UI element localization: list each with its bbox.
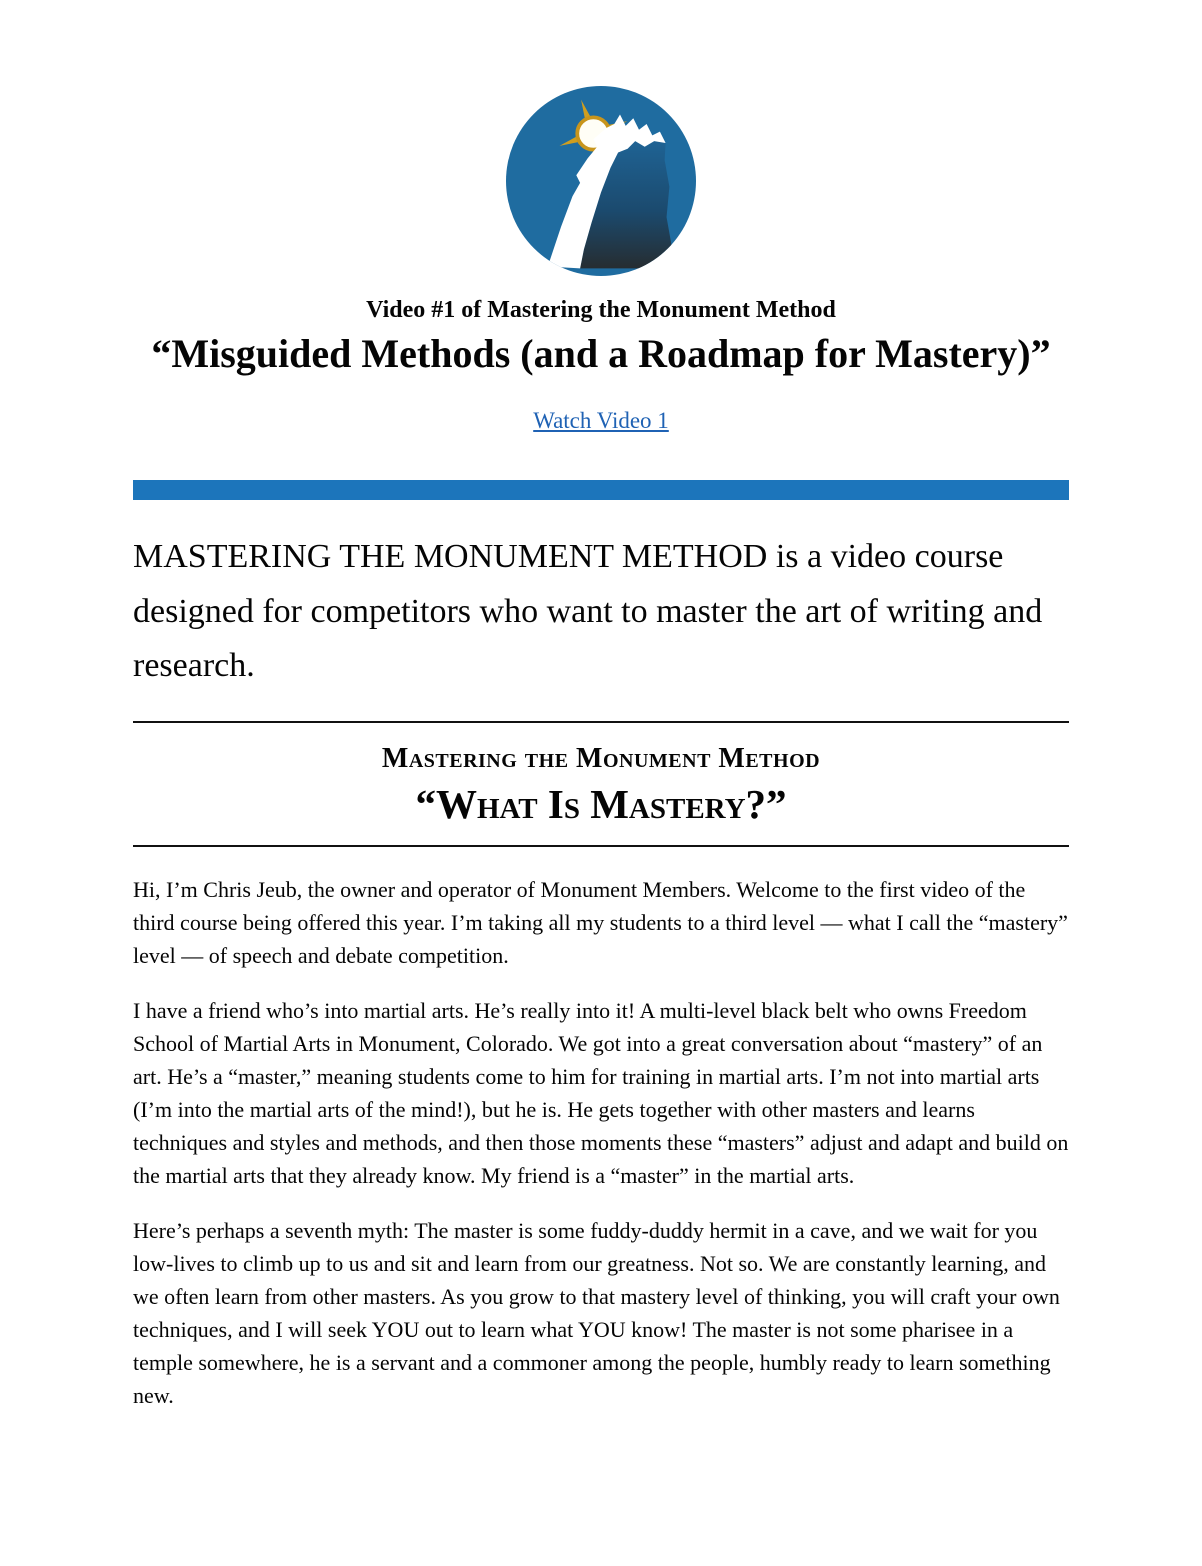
section-heading: “What Is Mastery?”	[415, 781, 787, 828]
body-paragraph-2: I have a friend who’s into martial arts. He’s really into it! A multi-level black belt who owns Freedom School of Martial Arts in Monument, Colorado. We got into a great conversation about “mastery” of an art. He’s a “master,” meaning students come to him for training in martial arts. I’m not into martial arts (I’m into the martial arts of the mind!), but he is. He gets together with other masters and learns techniques and styles and methods, and then those moments these “masters” adjust and adapt and build on the martial arts that they already know. My friend is a “master” in the martial arts.	[133, 997, 1069, 1188]
section-header	[133, 723, 1069, 844]
page-title: “Misguided Methods (and a Roadmap for Mastery)”	[151, 331, 1051, 377]
watch-video-link[interactable]: Watch Video 1	[533, 408, 669, 434]
video-kicker: Video #1 of Mastering the Monument Method	[366, 297, 836, 323]
intro-paragraph: MASTERING THE MONUMENT METHOD is a video course designed for competitors who want to master the art of writing and research.	[133, 538, 1043, 684]
article-body	[133, 873, 1069, 1412]
monument-logo-icon	[506, 86, 696, 276]
section-eyebrow: Mastering the Monument Method	[381, 743, 821, 775]
watch-link-row	[133, 408, 1069, 434]
body-paragraph-3: Here’s perhaps a seventh myth: The master is some fuddy-duddy hermit in a cave, and we wait for you low-lives to climb up to us and sit and learn from our greatness. Not so. We are constantly learning, and we often learn from other masters. As you grow to that mastery level of thinking, you will craft your own techniques, and I will seek YOU out to learn what YOU know! The master is not some pharisee in a temple somewhere, he is a servant and a commoner among the people, humbly ready to learn something new.	[133, 1217, 1060, 1408]
body-paragraph-1: Hi, I’m Chris Jeub, the owner and operator of Monument Members. Welcome to the first video of the third course being offered this year. I’m taking all my students to a third level — what I call the “mastery” level — of speech and debate competition.	[133, 876, 1068, 968]
horizontal-rule-bottom	[133, 845, 1069, 847]
logo-container	[133, 86, 1069, 281]
accent-divider-bar	[133, 480, 1069, 500]
